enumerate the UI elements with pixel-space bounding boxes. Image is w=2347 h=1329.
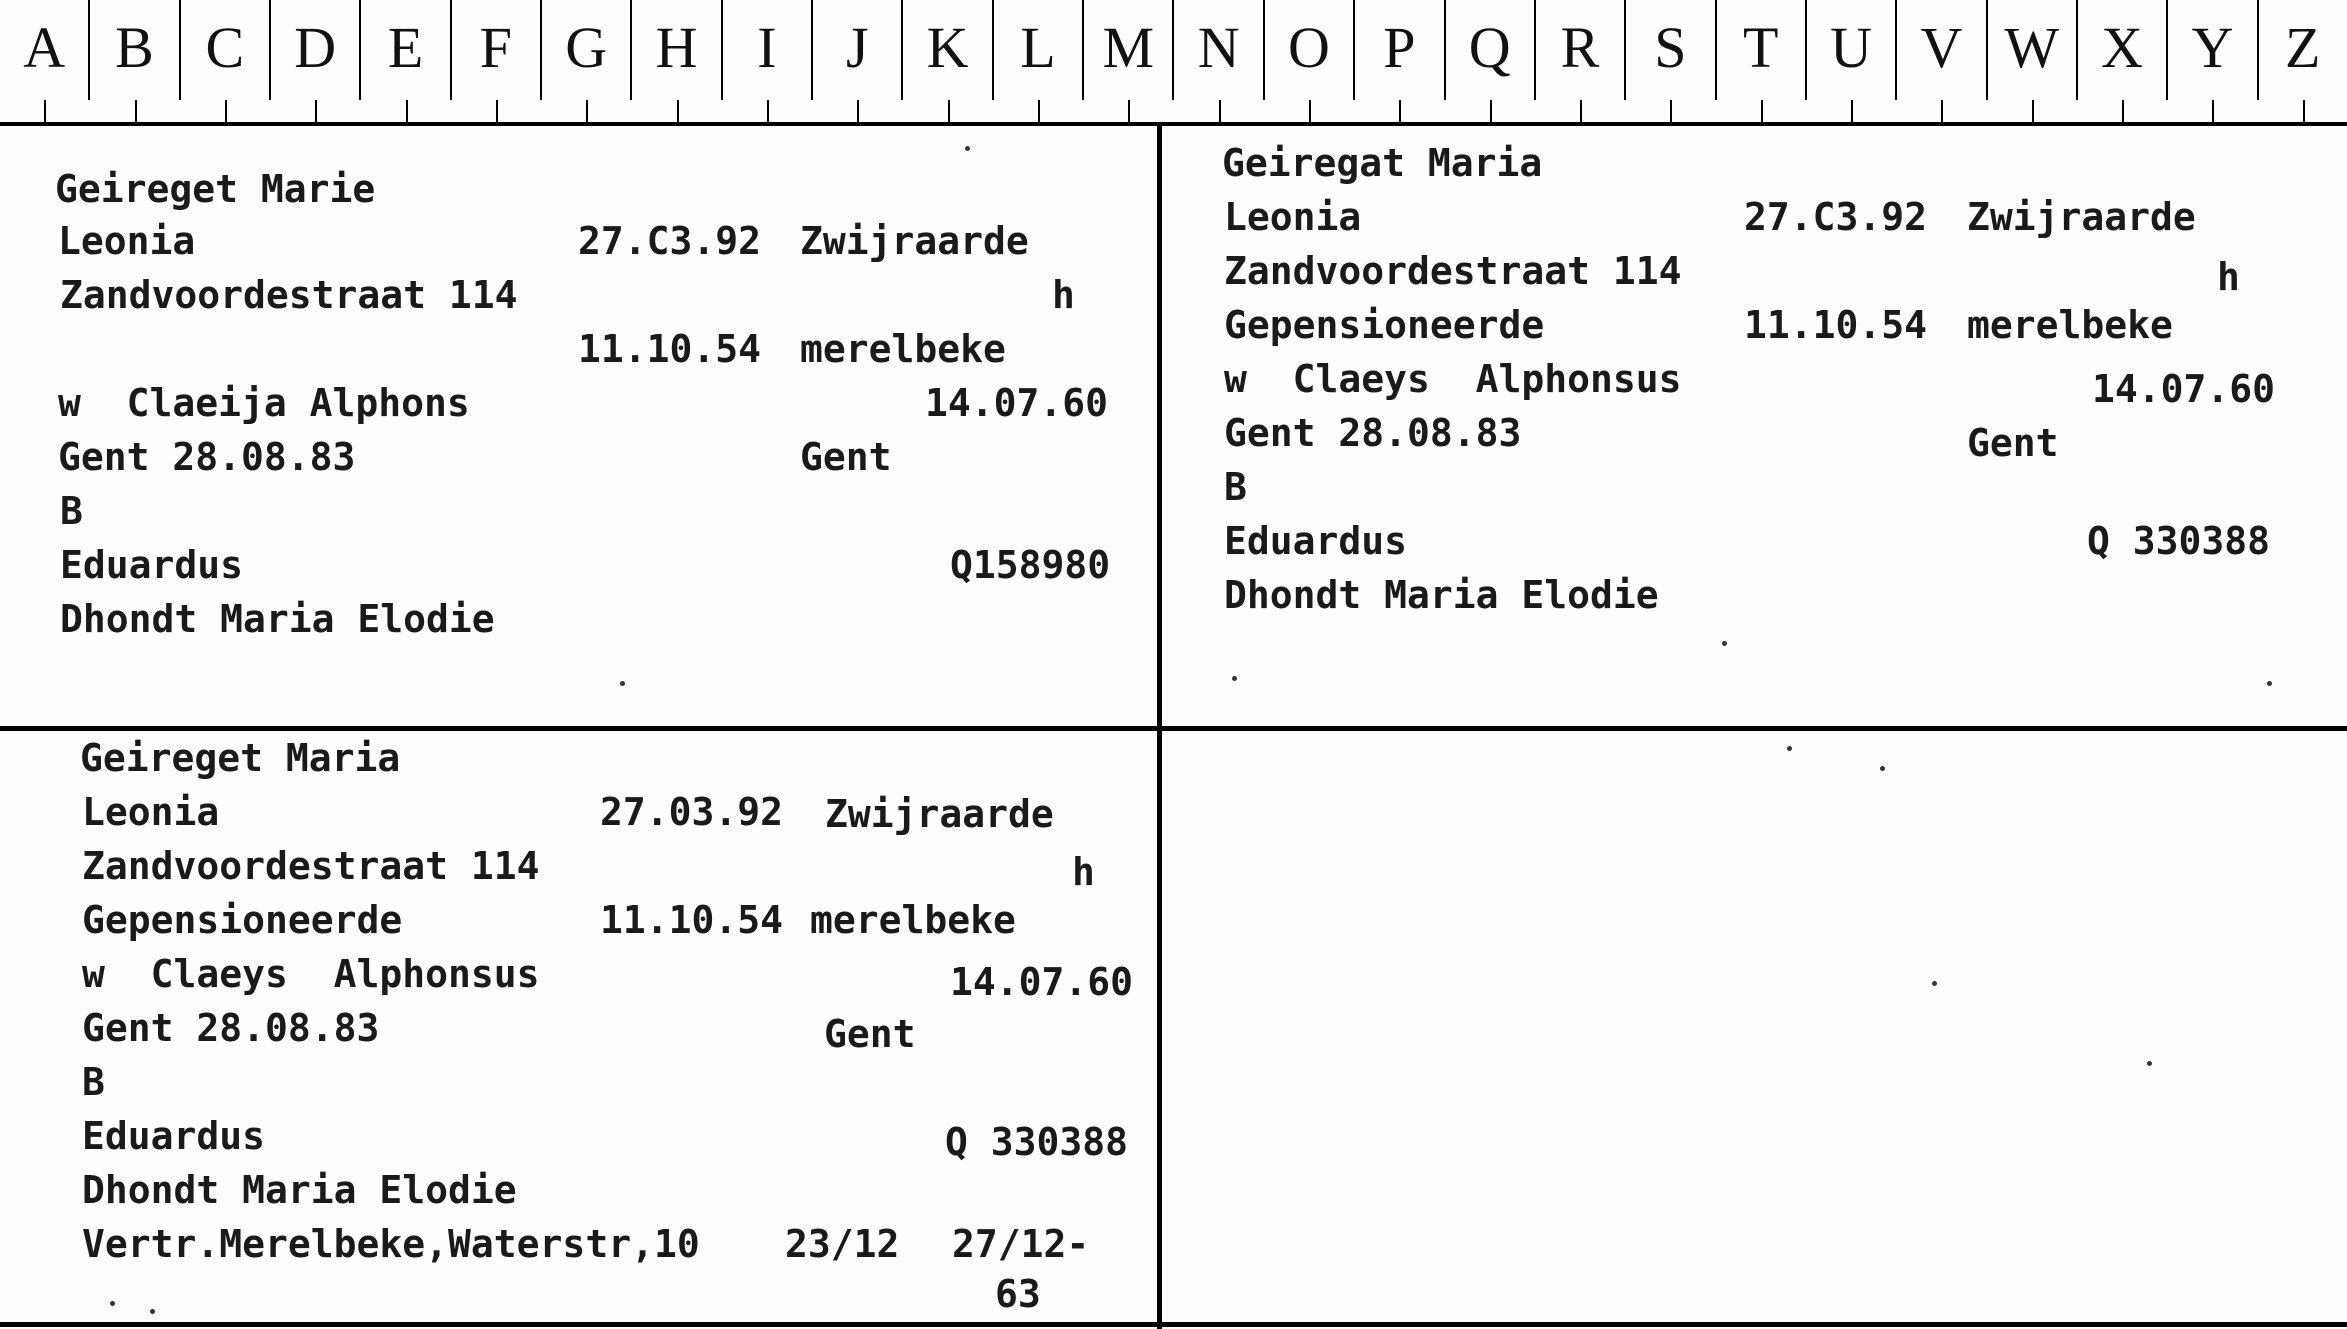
- record-card-4-empty: [1162, 731, 2347, 1322]
- card-occupation: Gepensioneerde: [1224, 303, 1545, 347]
- card-address: Zandvoordestraat 114: [82, 844, 540, 888]
- alphabet-letter-j: J: [813, 0, 903, 100]
- card-date-3: 14.07.60: [925, 381, 1109, 425]
- card-address: Zandvoordestraat 114: [60, 273, 518, 317]
- card-death: Gent 28.08.83: [1224, 411, 1522, 455]
- speck: [150, 1309, 155, 1314]
- alphabet-letter-m: M: [1084, 0, 1174, 100]
- card-note-date-2: 27/12-: [952, 1222, 1090, 1266]
- card-code: B: [1224, 465, 1247, 509]
- card-death-place: Gent: [800, 435, 892, 479]
- card-date-2: 11.10.54: [578, 327, 762, 371]
- alphabet-letter-t: T: [1717, 0, 1807, 100]
- card-spouse: w Claeys Alphonsus: [82, 952, 540, 996]
- alphabet-letter-d: D: [271, 0, 361, 100]
- alphabet-letter-n: N: [1174, 0, 1264, 100]
- alphabet-letter-k: K: [903, 0, 993, 100]
- card-firstname: Leonia: [1224, 195, 1362, 239]
- alphabet-letter-v: V: [1897, 0, 1987, 100]
- card-marker: h: [1072, 850, 1095, 894]
- card-date-2: 11.10.54: [1744, 303, 1928, 347]
- card-date-3: 14.07.60: [950, 960, 1134, 1004]
- card-birth-date: 27.C3.92: [578, 219, 762, 263]
- card-place-2: merelbeke: [1967, 303, 2173, 347]
- card-occupation: Gepensioneerde: [82, 898, 403, 942]
- alphabet-letter-b: B: [90, 0, 180, 100]
- card-code: B: [82, 1060, 105, 1104]
- card-number: Q 330388: [945, 1120, 1129, 1164]
- card-birth-place: Zwijraarde: [1967, 195, 2196, 239]
- card-firstname: Leonia: [58, 219, 196, 263]
- alphabet-letter-c: C: [181, 0, 271, 100]
- card-father: Eduardus: [1224, 519, 1408, 563]
- card-number: Q158980: [950, 543, 1111, 587]
- alphabet-letter-s: S: [1626, 0, 1716, 100]
- card-birth-place: Zwijraarde: [825, 792, 1054, 836]
- card-marker: h: [1052, 273, 1075, 317]
- speck: [1722, 641, 1727, 646]
- card-birth-date: 27.03.92: [600, 790, 784, 834]
- card-code: B: [60, 489, 83, 533]
- card-death-place: Gent: [1967, 421, 2059, 465]
- speck: [1932, 981, 1937, 986]
- alphabet-letter-e: E: [361, 0, 451, 100]
- card-birth-place: Zwijraarde: [800, 219, 1029, 263]
- card-note-date-3: 63: [995, 1272, 1041, 1316]
- card-death: Gent 28.08.83: [58, 435, 356, 479]
- alphabet-index-strip: [0, 0, 2347, 124]
- speck: [1232, 676, 1237, 681]
- card-place-2: merelbeke: [810, 898, 1016, 942]
- card-mother: Dhondt Maria Elodie: [60, 597, 495, 641]
- alphabet-letter-o: O: [1265, 0, 1355, 100]
- speck: [2147, 1061, 2152, 1066]
- speck: [110, 1301, 115, 1306]
- card-name: Geireget Maria: [80, 736, 401, 780]
- record-card-3: [0, 731, 1157, 1322]
- alphabet-letter-w: W: [1988, 0, 2078, 100]
- card-place-2: merelbeke: [800, 327, 1006, 371]
- alphabet-letter-q: Q: [1446, 0, 1536, 100]
- speck: [620, 681, 625, 686]
- card-name: Geireget Marie: [55, 167, 376, 211]
- card-address: Zandvoordestraat 114: [1224, 249, 1682, 293]
- card-marker: h: [2217, 255, 2240, 299]
- card-spouse: w Claeys Alphonsus: [1224, 357, 1682, 401]
- alphabet-letter-z: Z: [2259, 0, 2347, 100]
- alphabet-letter-f: F: [452, 0, 542, 100]
- card-note: Vertr.Merelbeke,Waterstr,10: [82, 1222, 700, 1266]
- card-date-2: 11.10.54: [600, 898, 784, 942]
- card-death-place: Gent: [824, 1012, 916, 1056]
- card-date-3: 14.07.60: [2092, 367, 2276, 411]
- card-number: Q 330388: [2087, 519, 2271, 563]
- grid-bottom-rule: [0, 1322, 2347, 1327]
- card-note-date-1: 23/12: [785, 1222, 900, 1266]
- speck: [1880, 766, 1885, 771]
- card-father: Eduardus: [82, 1114, 266, 1158]
- record-card-1: [0, 126, 1157, 726]
- card-birth-date: 27.C3.92: [1744, 195, 1928, 239]
- alphabet-letter-l: L: [994, 0, 1084, 100]
- card-mother: Dhondt Maria Elodie: [82, 1168, 517, 1212]
- card-firstname: Leonia: [82, 790, 220, 834]
- alphabet-letter-x: X: [2078, 0, 2168, 100]
- card-spouse: w Claeija Alphons: [58, 381, 470, 425]
- speck: [965, 146, 970, 151]
- card-mother: Dhondt Maria Elodie: [1224, 573, 1659, 617]
- speck: [2267, 681, 2272, 686]
- alphabet-letter-u: U: [1807, 0, 1897, 100]
- card-father: Eduardus: [60, 543, 244, 587]
- alphabet-letter-y: Y: [2168, 0, 2258, 100]
- alphabet-letter-r: R: [1536, 0, 1626, 100]
- alphabet-letter-a: A: [0, 0, 90, 100]
- card-death: Gent 28.08.83: [82, 1006, 380, 1050]
- card-name: Geiregat Maria: [1222, 141, 1543, 185]
- record-card-2: [1162, 126, 2347, 726]
- alphabet-letter-p: P: [1355, 0, 1445, 100]
- speck: [1787, 746, 1792, 751]
- alphabet-letter-g: G: [542, 0, 632, 100]
- alphabet-letter-h: H: [632, 0, 722, 100]
- alphabet-row: [0, 0, 2347, 100]
- alphabet-letter-i: I: [723, 0, 813, 100]
